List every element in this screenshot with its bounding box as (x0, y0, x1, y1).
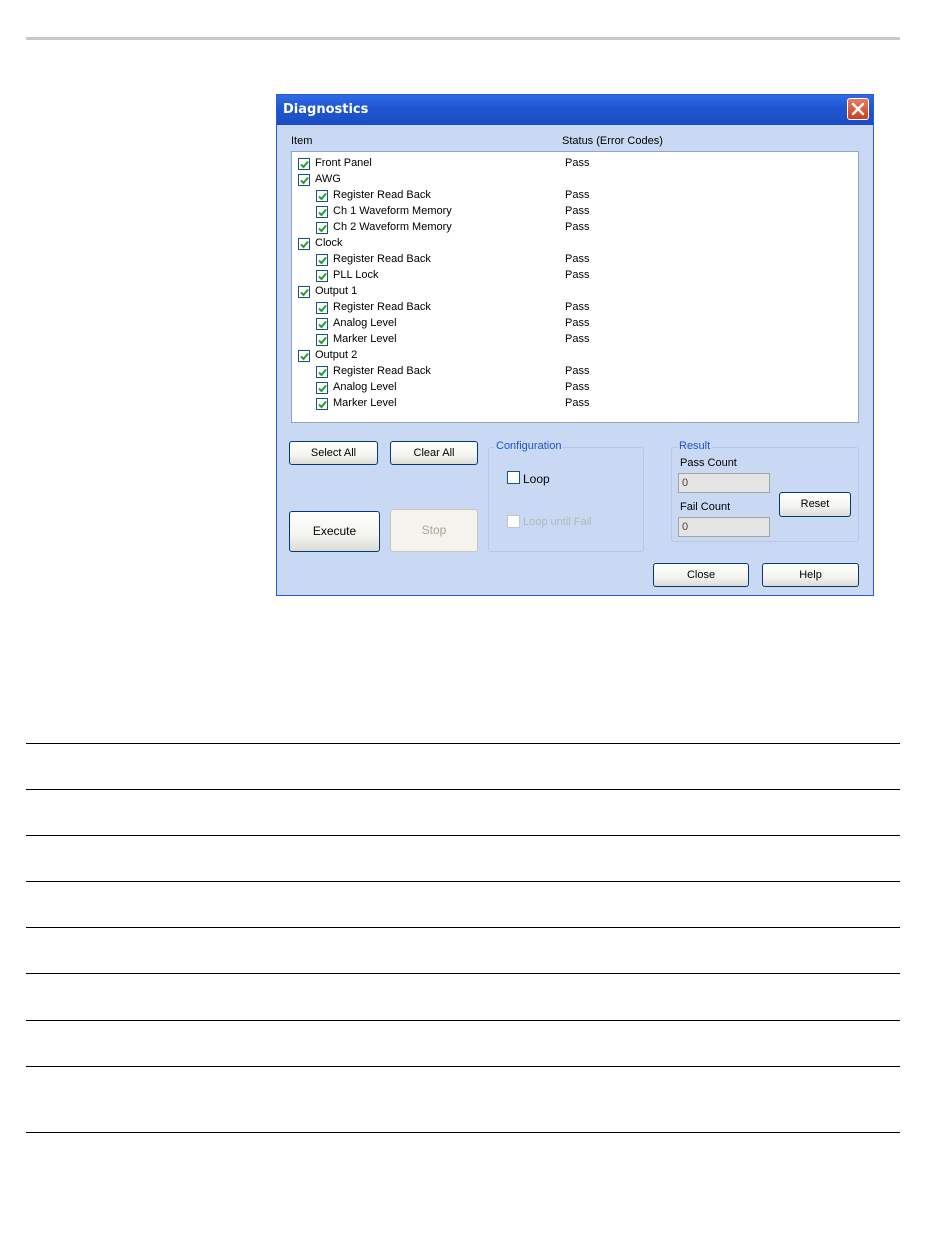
item-checkbox[interactable] (298, 350, 310, 362)
reset-label: Reset (800, 498, 830, 510)
checkmark-icon (300, 240, 309, 249)
table-rule (26, 1020, 900, 1021)
dialog-title: Diagnostics (283, 102, 369, 117)
result-title: Result (679, 440, 711, 452)
loop-until-fail-checkbox[interactable] (507, 515, 520, 528)
close-button[interactable] (653, 563, 749, 587)
diagnostics-tree-list[interactable] (291, 151, 859, 423)
list-item[interactable] (292, 316, 852, 332)
checkmark-icon (300, 176, 309, 185)
item-status: Pass (565, 333, 590, 345)
list-item[interactable] (292, 396, 852, 412)
table-rule (26, 973, 900, 974)
item-label: Register Read Back (333, 301, 431, 313)
stop-label: Stop (421, 523, 447, 537)
item-checkbox[interactable] (316, 398, 328, 410)
stop-button[interactable] (390, 509, 478, 552)
item-label: Register Read Back (333, 253, 431, 265)
item-checkbox[interactable] (298, 286, 310, 298)
execute-button[interactable] (289, 511, 380, 552)
item-label: Ch 1 Waveform Memory (333, 205, 452, 217)
item-label: Output 2 (315, 349, 358, 361)
pass-count-label: Pass Count (680, 457, 737, 469)
table-rule (26, 1132, 900, 1133)
item-status: Pass (565, 205, 590, 217)
table-rule (26, 743, 900, 744)
item-label: Output 1 (315, 285, 358, 297)
table-rule (26, 1066, 900, 1067)
item-checkbox[interactable] (298, 158, 310, 170)
item-label: Front Panel (315, 157, 372, 169)
list-item[interactable] (292, 364, 852, 380)
item-checkbox[interactable] (316, 302, 328, 314)
loop-label: Loop (523, 472, 550, 486)
item-label: Marker Level (333, 333, 397, 345)
item-checkbox[interactable] (316, 190, 328, 202)
select-all-label: Select All (310, 447, 357, 459)
table-rule (26, 881, 900, 882)
checkmark-icon (318, 256, 327, 265)
list-item[interactable] (292, 300, 852, 316)
pass-count-field: 0 (678, 473, 770, 493)
item-checkbox[interactable] (316, 222, 328, 234)
list-item[interactable] (292, 188, 852, 204)
configuration-title: Configuration (496, 440, 562, 452)
loop-until-fail-label: Loop until Fail (523, 516, 592, 528)
item-label: Ch 2 Waveform Memory (333, 221, 452, 233)
checkmark-icon (318, 224, 327, 233)
item-status: Pass (565, 157, 590, 169)
checkmark-icon (300, 352, 309, 361)
item-status: Pass (565, 317, 590, 329)
table-rule (26, 789, 900, 790)
item-checkbox[interactable] (298, 238, 310, 250)
item-status: Pass (565, 365, 590, 377)
help-label: Help (799, 569, 822, 581)
item-checkbox[interactable] (316, 382, 328, 394)
item-status: Pass (565, 269, 590, 281)
select-all-button[interactable] (289, 441, 378, 465)
diagnostics-dialog (276, 94, 874, 596)
item-label: Register Read Back (333, 189, 431, 201)
checkmark-icon (318, 336, 327, 345)
list-item[interactable] (292, 204, 852, 220)
checkmark-icon (318, 208, 327, 217)
fail-count-label: Fail Count (680, 501, 731, 513)
list-item[interactable] (292, 236, 852, 252)
help-button[interactable] (762, 563, 859, 587)
list-item[interactable] (292, 348, 852, 364)
list-item[interactable] (292, 268, 852, 284)
checkmark-icon (300, 288, 309, 297)
fail-count-field: 0 (678, 517, 770, 537)
list-item[interactable] (292, 220, 852, 236)
configuration-group (488, 447, 644, 552)
checkmark-icon (318, 400, 327, 409)
item-status: Pass (565, 301, 590, 313)
list-item[interactable] (292, 380, 852, 396)
dialog-titlebar[interactable] (277, 95, 873, 125)
checkmark-icon (300, 160, 309, 169)
close-icon[interactable] (847, 98, 869, 120)
list-item[interactable] (292, 156, 852, 172)
item-status: Pass (565, 253, 590, 265)
list-item[interactable] (292, 252, 852, 268)
item-label: PLL Lock (333, 269, 379, 281)
item-checkbox[interactable] (316, 254, 328, 266)
item-checkbox[interactable] (316, 366, 328, 378)
checkmark-icon (318, 304, 327, 313)
item-checkbox[interactable] (316, 270, 328, 282)
item-label: Clock (315, 237, 343, 249)
item-label: AWG (315, 173, 341, 185)
item-checkbox[interactable] (316, 334, 328, 346)
list-item[interactable] (292, 172, 852, 188)
checkmark-icon (318, 192, 327, 201)
item-label: Marker Level (333, 397, 397, 409)
item-checkbox[interactable] (316, 206, 328, 218)
close-label: Close (686, 569, 716, 581)
item-checkbox[interactable] (316, 318, 328, 330)
item-status: Pass (565, 397, 590, 409)
clear-all-button[interactable] (390, 441, 478, 465)
checkmark-icon (318, 384, 327, 393)
item-label: Register Read Back (333, 365, 431, 377)
item-status: Pass (565, 381, 590, 393)
table-rule (26, 835, 900, 836)
execute-label: Execute (312, 524, 357, 538)
clear-all-label: Clear All (413, 447, 455, 459)
list-item[interactable] (292, 332, 852, 348)
status-column-header: Status (Error Codes) (562, 135, 663, 147)
table-rule (26, 927, 900, 928)
reset-button[interactable] (779, 492, 851, 517)
item-checkbox[interactable] (298, 174, 310, 186)
item-label: Analog Level (333, 381, 397, 393)
checkmark-icon (318, 368, 327, 377)
item-label: Analog Level (333, 317, 397, 329)
list-item[interactable] (292, 284, 852, 300)
item-column-header: Item (291, 135, 313, 147)
item-status: Pass (565, 221, 590, 233)
item-status: Pass (565, 189, 590, 201)
checkmark-icon (318, 320, 327, 329)
checkmark-icon (318, 272, 327, 281)
loop-checkbox[interactable] (507, 471, 520, 484)
header-rule (26, 37, 900, 40)
